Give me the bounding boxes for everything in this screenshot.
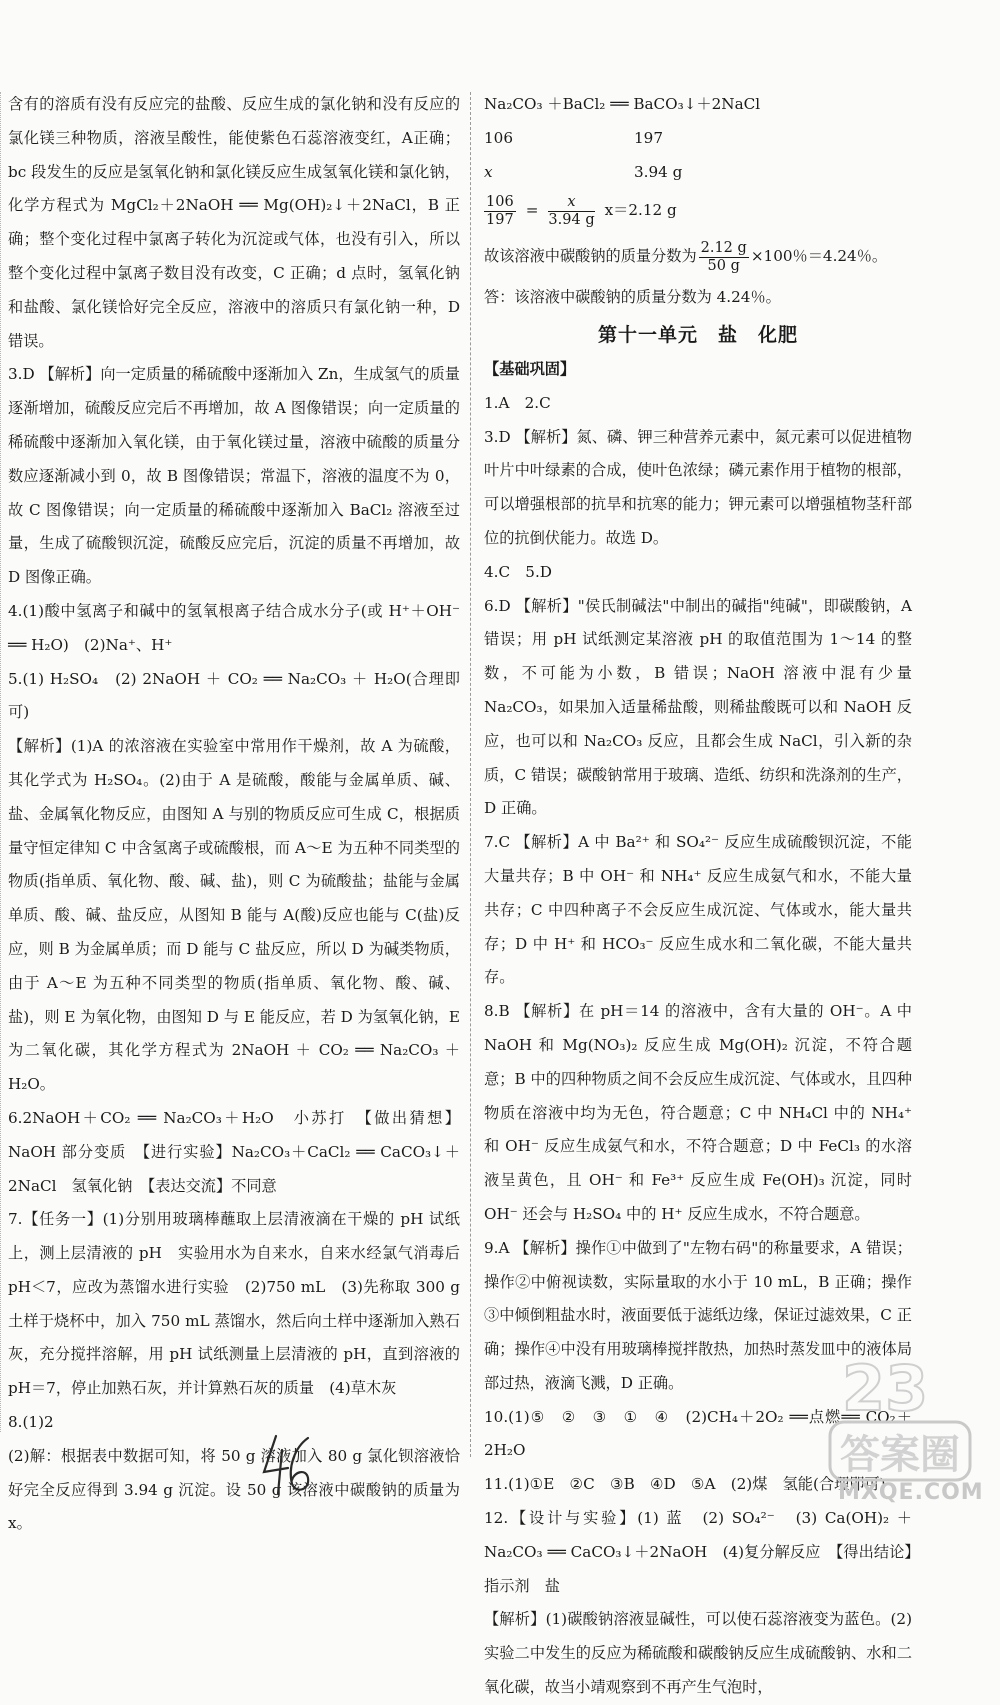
answer-r11: 11.(1)①E ②C ③B ④D ⑤A (2)煤 氢能(合理即可) [484, 1475, 886, 1494]
answer-q5: 5.(1) H₂SO₄ (2) 2NaOH ＋ CO₂ ══ Na₂CO₃ ＋ H₂O(合理即可) [8, 669, 460, 722]
answer-r12: 12.【设计与实验】(1) 蓝 (2) SO₄²⁻ (3) Ca(OH)₂ ＋ Na₂CO₃ ══ CaCO₃↓＋2NaOH (4)复分解反应 【得出结论】指示剂 盐 [484, 1509, 912, 1595]
svg-text:答案圈: 答案圈 [840, 1432, 960, 1478]
unit-title: 第十一单元 盐 化肥 [597, 324, 798, 347]
paragraph-q2-continued: 含有的溶质有没有反应完的盐酸、反应生成的氯化钠和没有反应的氯化镁三种物质，溶液呈酸性，能使紫色石蕊溶液变红，A正确；bc 段发生的反应是氢氧化钠和氯化镁反应生成氢氧化镁和氯化钠，化学方程式为 MgCl₂＋2NaOH ══ Mg(OH)₂↓＋2NaCl，B 正确；整个变化过程中氯离子转化为沉淀或气体，也没有引入，所以整个变化过程中氯离子数目没有改变，C 正确；d 点时，氢氧化钠和盐酸、氯化镁恰好完全反应，溶液中的溶质只有氯化钠一种，D 错误。 [8, 95, 460, 350]
left-column [8, 88, 460, 1541]
final-answer: 答：该溶液中碳酸钠的质量分数为 4.24％。 [484, 288, 781, 307]
proportion-line [484, 189, 912, 233]
svg-text:23: 23 [842, 1352, 929, 1425]
unknown-x: x [484, 162, 493, 181]
answer-q7: 7.【任务一】(1)分别用玻璃棒蘸取上层清液滴在干燥的 pH 试纸上，测上层清液的 pH 实验用水为自来水，自来水经氯气消毒后 pH＜7，应改为蒸馏水进行实验 (2)750 mL (3)先称取 300 g 土样于烧杯中，加入 750 mL 蒸馏水，然后向土样中逐渐加入熟石灰，充分搅拌溶解，用 pH 试纸测量上层清液的 pH，直到溶液的 pH＝7，停止加熟石灰，并计算熟石灰的质量 (4)草木灰 [8, 1210, 460, 1398]
reaction-equation: Na₂CO₃ ＋BaCl₂ ══ BaCO₃↓＋2NaCl [484, 95, 761, 113]
precipitate-mass: 3.94 g [634, 162, 683, 181]
answer-r9: 9.A 【解析】操作①中做到了"左物右码"的称量要求，A 错误；操作②中俯视读数，实际量取的水小于 10 mL，B 正确；操作③中倾倒粗盐水时，液面要低于滤纸边缘，保证过滤效果，C 正确；操作④中没有用玻璃棒搅拌散热，加热时蒸发皿中的液体局部过热，液滴飞溅，D 正确。 [484, 1238, 912, 1392]
answer-r4: 4.C 5.D [484, 562, 552, 581]
right-fraction: $\frac{x}{3.94 g}$ [548, 193, 595, 228]
answer-q6: 6.2NaOH＋CO₂ ══ Na₂CO₃＋H₂O 小苏打 【做出猜想】NaOH 部分变质 【进行实验】Na₂CO₃＋CaCl₂ ══ CaCO₃↓＋2NaCl 氢氧化钠 【表达交流】不同意 [8, 1108, 460, 1195]
answer-q8-part2: (2)解：根据表中数据可知，将 50 g 溶液加入 80 g 氯化钡溶液恰好完全反应得到 3.94 g 沉淀。设 50 g 该溶液中碳酸钠的质量为 x。 [8, 1446, 460, 1533]
equals-sign: = [525, 201, 539, 220]
mass-ratio-row [484, 122, 912, 156]
answer-r10: 10.(1)⑤ ② ③ ① ④ (2)CH₄＋2O₂ ══点燃══ CO₂＋2H₂O [484, 1407, 912, 1460]
answer-q8-part1: 8.(1)2 [8, 1413, 54, 1432]
watermark-url: MXQE.COM [838, 1480, 984, 1505]
mass-value-row [484, 156, 912, 190]
result-x: x＝2.12 g [604, 201, 677, 220]
column-divider [470, 92, 471, 1457]
left-margin-line [0, 92, 1, 1432]
answer-r8: 8.B 【解析】在 pH＝14 的溶液中，含有大量的 OH⁻。A 中 NaOH 和 Mg(NO₃)₂ 反应生成 Mg(OH)₂ 沉淀，不符合题意；B 中的四种物质之间不会反应生成沉淀、气体或水，且四种物质在溶液中均为无色，符合题意；C 中 NH₄Cl 中的 NH₄⁺ 和 OH⁻ 反应生成氨气和水，不符合题意；D 中 FeCl₃ 的水溶液呈黄色，且 OH⁻ 和 Fe³⁺ 反应生成 Fe(OH)₃ 沉淀，同时 OH⁻ 还会与 H₂SO₄ 中的 H⁺ 反应生成水，不符合题意。 [484, 1002, 912, 1223]
mass-fraction-line: 故该溶液中碳酸钠的质量分数为 $\frac{2.12 g}{50 g}$ ×100％＝4.24％。 [484, 239, 888, 274]
molar-mass-na2co3: 106 [484, 128, 513, 147]
answer-r6: 6.D 【解析】"侯氏制碱法"中制出的碱指"纯碱"，即碳酸钠，A 错误；用 pH 试纸测定某溶液 pH 的取值范围为 1～14 的整数，不可能为小数，B 错误；NaOH 溶液中混有少量 Na₂CO₃，如果加入适量稀盐酸，则稀盐酸既可以和 NaOH 反应，也可以和 Na₂CO₃ 反应，且都会生成 NaCl，引入新的杂质，C 错误；碳酸钠常用于玻璃、造纸、纺织和洗涤剂的生产，D 正确。 [484, 596, 912, 818]
mass-fraction: $\frac{2.12 g}{50 g}$ [700, 239, 747, 274]
answer-r1: 1.A 2.C [484, 393, 551, 412]
analysis-q5: 【解析】(1)A 的浓溶液在实验室中常用作干燥剂，故 A 为硫酸，其化学式为 H₂SO₄。(2)由于 A 是硫酸，酸能与金属单质、碱、盐、金属氧化物反应，由图知 A 与别的物质反应可生成 C，根据质量守恒定律知 C 中含氢离子或硫酸根，而 A～E 为五种不同类型的物质(指单质、氧化物、酸、碱、盐)，则 C 为硫酸盐；盐能与金属单质、酸、碱、盐反应，从图知 B 能与 A(酸)反应也能与 C(盐)反应，则 B 为金属单质；而 D 能与 C 盐反应，所以 D 为碱类物质，由于 A～E 为五种不同类型的物质(指单质、氧化物、酸、碱、盐)，则 E 为氧化物，由图知 D 与 E 能反应，若 D 为氢氧化钠，E 为二氧化碳，其化学方程式为 2NaOH ＋ CO₂ ══ Na₂CO₃ ＋ H₂O。 [8, 737, 460, 1094]
answer-r3: 3.D 【解析】氮、磷、钾三种营养元素中，氮元素可以促进植物叶片中叶绿素的合成，使叶色浓绿；磷元素作用于植物的根部，可以增强根部的抗旱和抗寒的能力；钾元素可以增强植物茎秆部位的抗倒伏能力。故选 D。 [484, 427, 912, 547]
answer-q3: 3.D 【解析】向一定质量的稀硫酸中逐渐加入 Zn，生成氢气的质量逐渐增加，硫酸反应完后不再增加，故 A 图像错误；向一定质量的稀硫酸中逐渐加入氧化镁，由于氧化镁过量，溶液中硫酸的质量分数应逐渐减小到 0，故 B 图像错误；常温下，溶液的温度不为 0，故 C 图像错误；向一定质量的稀硫酸中逐渐加入 BaCl₂ 溶液至过量，生成了硫酸钡沉淀，硫酸反应完后，沉淀的质量不再增加，故 D 图像正确。 [8, 365, 460, 587]
handwritten-page-number [258, 1428, 318, 1498]
analysis-r12: 【解析】(1)碳酸钠溶液显碱性，可以使石蕊溶液变为蓝色。(2)实验二中发生的反应为稀硫酸和碳酸钠反应生成硫酸钠、水和二氧化碳，故当小靖观察到不再产生气泡时， [484, 1610, 912, 1697]
left-fraction: $\frac{106}{197}$ [486, 193, 514, 228]
molar-mass-baco3: 197 [634, 128, 663, 147]
section-label: 【基础巩固】 [484, 359, 576, 378]
answer-r7: 7.C 【解析】A 中 Ba²⁺ 和 SO₄²⁻ 反应生成硫酸钡沉淀，不能大量共存；B 中 OH⁻ 和 NH₄⁺ 反应生成氨气和水，不能大量共存；C 中四种离子不会反应生成沉淀、气体或水，能大量共存；D 中 H⁺ 和 HCO₃⁻ 反应生成水和二氧化碳，不能大量共存。 [484, 833, 912, 987]
answer-q4: 4.(1)酸中氢离子和碱中的氢氧根离子结合成水分子(或 H⁺＋OH⁻ ══ H₂O) (2)Na⁺、H⁺ [8, 601, 460, 654]
